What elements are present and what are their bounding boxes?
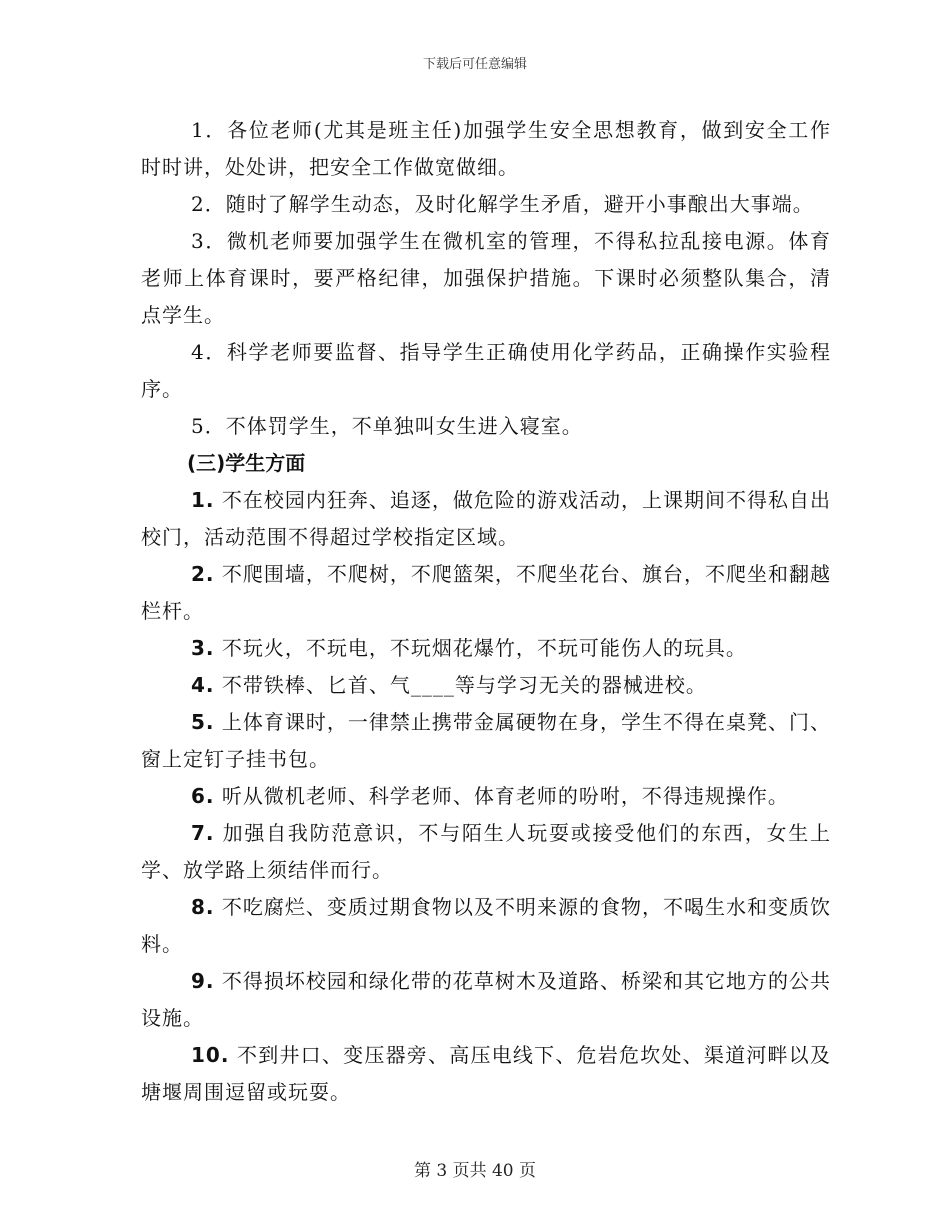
item-text: 不玩火，不玩电，不玩烟花爆竹，不玩可能伤人的玩具。 <box>214 636 747 660</box>
item-number: 10. <box>191 1043 230 1067</box>
student-item-4 <box>141 667 831 704</box>
item-text: 不吃腐烂、变质过期食物以及不明来源的食物，不喝生水和变质饮料。 <box>141 895 831 956</box>
student-item-9 <box>141 963 831 1037</box>
item-number: 1. <box>191 488 215 512</box>
teacher-item-1: 1．各位老师(尤其是班主任)加强学生安全思想教育，做到安全工作时时讲，处处讲，把安全工作做宽做细。 <box>141 118 831 179</box>
student-item-1 <box>141 482 831 556</box>
item-number: 3. <box>191 636 215 660</box>
item-text: 加强自我防范意识，不与陌生人玩耍或接受他们的东西，女生上学、放学路上须结伴而行。 <box>141 821 831 882</box>
item-text: 不在校园内狂奔、追逐，做危险的游戏活动，上课期间不得私自出校门，活动范围不得超过学校指定区域。 <box>141 488 831 549</box>
item-text: 不带铁棒、匕首、气____等与学习无关的器械进校。 <box>214 673 707 697</box>
page-header-note: 下载后可任意编辑 <box>422 57 527 72</box>
student-item-6 <box>141 778 831 815</box>
section-title-students: (三)学生方面 <box>187 451 306 475</box>
item-text: 听从微机老师、科学老师、体育老师的吩咐，不得违规操作。 <box>214 784 789 808</box>
student-item-5 <box>141 704 831 778</box>
item-text: 不到井口、变压器旁、高压电线下、危岩危坎处、渠道河畔以及塘堰周围逗留或玩耍。 <box>141 1043 831 1104</box>
teacher-item-2: 2．随时了解学生动态，及时化解学生矛盾，避开小事酿出大事端。 <box>191 192 814 216</box>
student-item-7 <box>141 815 831 889</box>
student-item-10 <box>141 1037 831 1111</box>
item-text: 不得损坏校园和绿化带的花草树木及道路、桥梁和其它地方的公共设施。 <box>141 969 831 1030</box>
item-number: 2. <box>191 562 215 586</box>
item-text: 不爬围墙，不爬树，不爬篮架，不爬坐花台、旗台，不爬坐和翻越栏杆。 <box>141 562 831 623</box>
item-number: 6. <box>191 784 215 808</box>
item-text: 上体育课时，一律禁止携带金属硬物在身，学生不得在桌凳、门、窗上定钉子挂书包。 <box>141 710 831 771</box>
student-item-2 <box>141 556 831 630</box>
teacher-item-5: 5．不体罚学生，不单独叫女生进入寝室。 <box>191 414 583 438</box>
student-item-3 <box>141 630 831 667</box>
page-number-footer: 第 3 页共 40 页 <box>413 1161 537 1181</box>
teacher-item-4: 4．科学老师要监督、指导学生正确使用化学药品，正确操作实验程序。 <box>141 340 831 401</box>
item-number: 4. <box>191 673 215 697</box>
student-item-8 <box>141 889 831 963</box>
document-body <box>141 112 831 1111</box>
item-number: 7. <box>191 821 215 845</box>
item-number: 5. <box>191 710 215 734</box>
item-number: 9. <box>191 969 215 993</box>
item-number: 8. <box>191 895 215 919</box>
teacher-item-3: 3．微机老师要加强学生在微机室的管理，不得私拉乱接电源。体育老师上体育课时，要严格纪律，加强保护措施。下课时必须整队集合，清点学生。 <box>141 229 831 327</box>
